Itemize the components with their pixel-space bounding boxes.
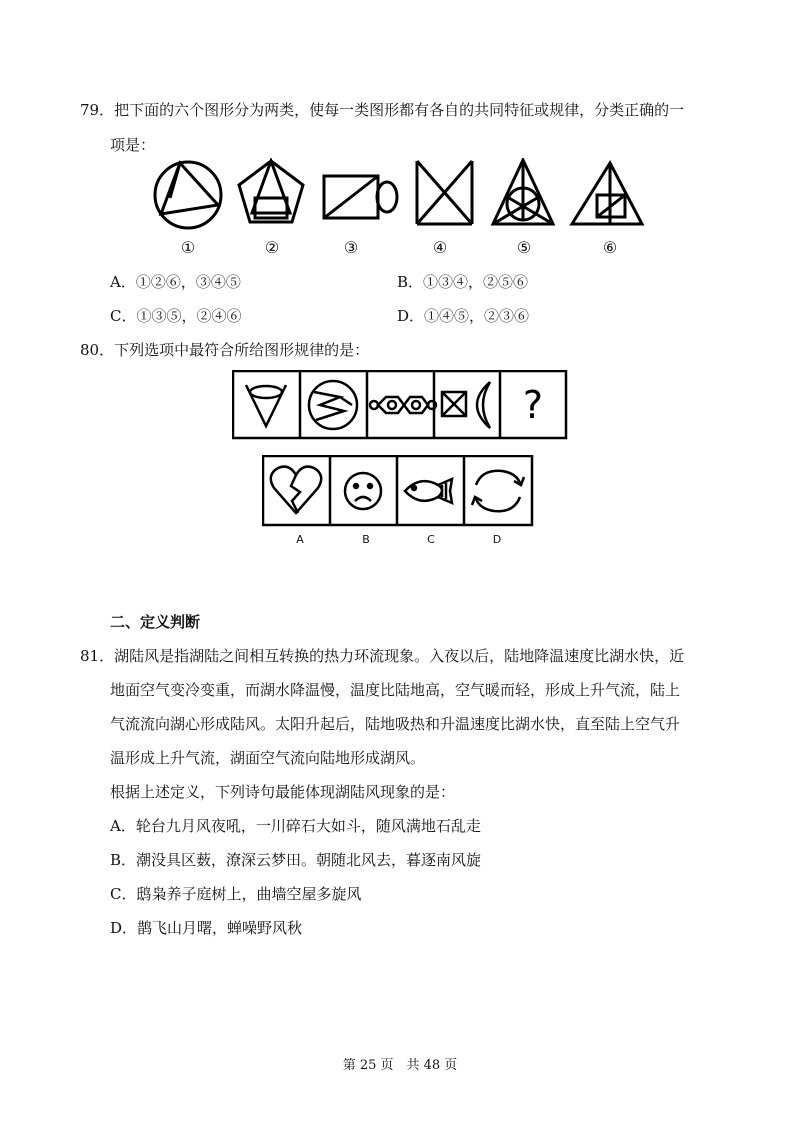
q81-para-line3: 气流流向湖心形成陆风。太阳升起后，陆地吸热和升温速度比湖水快，直至陆上空气升: [110, 715, 681, 733]
q80-option-label-b: B: [362, 533, 370, 546]
page-number: 第 25 页 共 48 页: [342, 1058, 458, 1073]
q80-figure-1: [246, 385, 286, 426]
q80-figure-3: [370, 397, 436, 413]
q80-figure-2: [309, 381, 357, 429]
q80-question-mark: ?: [522, 383, 544, 427]
q79-figures: [152, 158, 652, 236]
q81-option-b[interactable]: B．潮没具区薮，潦深云梦田。朝随北风去，暮逐南风旋: [110, 851, 482, 869]
q79-stem-line1: 79．把下面的六个图形分为两类，使每一类图形都有各自的共同特征或规律，分类正确的一: [80, 101, 685, 119]
q79-figure-3: [324, 176, 397, 218]
q80-option-label-d: D: [492, 533, 502, 546]
q80-option-d-figure: [472, 471, 524, 511]
q79-figure-2: [239, 161, 303, 222]
q79-figure-label-4: ④: [432, 238, 448, 257]
q80-sequence-figures: [232, 370, 568, 440]
q79-figure-5: [493, 160, 553, 224]
q81-para-line1: 81．湖陆风是指湖陆之间相互转换的热力环流现象。入夜以后，陆地降温速度比湖水快，近: [80, 647, 685, 665]
q80-figure-4: [442, 382, 490, 428]
q79-stem-line2: 项是：: [110, 136, 156, 154]
q79-figure-label-1: ①: [180, 238, 196, 257]
q79-figure-4: [417, 161, 472, 224]
q79-figure-label-2: ②: [264, 238, 280, 257]
q81-para-line4: 温形成上升气流，湖面空气流向陆地形成湖风。: [110, 749, 426, 767]
q81-prompt: 根据上述定义，下列诗句最能体现湖陆风现象的是：: [110, 783, 456, 801]
q79-figure-label-6: ⑥: [602, 238, 618, 257]
q79-figure-1: [155, 162, 221, 228]
q79-figure-label-5: ⑤: [516, 238, 532, 257]
q81-para-line2: 地面空气变冷变重，而湖水降温慢，温度比陆地高，空气暖而轻，形成上升气流，陆上: [110, 681, 681, 699]
q80-option-b-figure: [345, 473, 381, 509]
q79-figure-label-3: ③: [343, 238, 359, 257]
q79-option-d[interactable]: D．①④⑤，②③⑥: [397, 307, 530, 325]
q80-option-figures: [262, 455, 534, 527]
q79-option-c[interactable]: C．①③⑤，②④⑥: [110, 307, 242, 325]
q81-option-a[interactable]: A．轮台九月风夜吼，一川碎石大如斗，随风满地石乱走: [110, 817, 481, 835]
q79-option-a[interactable]: A．①②⑥，③④⑤: [110, 273, 241, 291]
q80-option-label-c: C: [427, 533, 435, 546]
q80-option-a-figure: [271, 467, 321, 513]
q79-option-b[interactable]: B．①③④，②⑤⑥: [397, 273, 529, 291]
section-title: 二、定义判断: [110, 613, 201, 631]
q80-stem: 80．下列选项中最符合所给图形规律的是：: [80, 341, 370, 359]
q80-option-label-a: A: [296, 533, 304, 546]
q79-figure-6: [572, 163, 642, 224]
q81-option-c[interactable]: C．鸱枭养子庭树上，曲墙空屋多旋风: [110, 885, 362, 903]
q81-option-d[interactable]: D．鹊飞山月曙，蝉噪野风秋: [110, 919, 303, 937]
q80-option-c-figure: [405, 479, 452, 503]
